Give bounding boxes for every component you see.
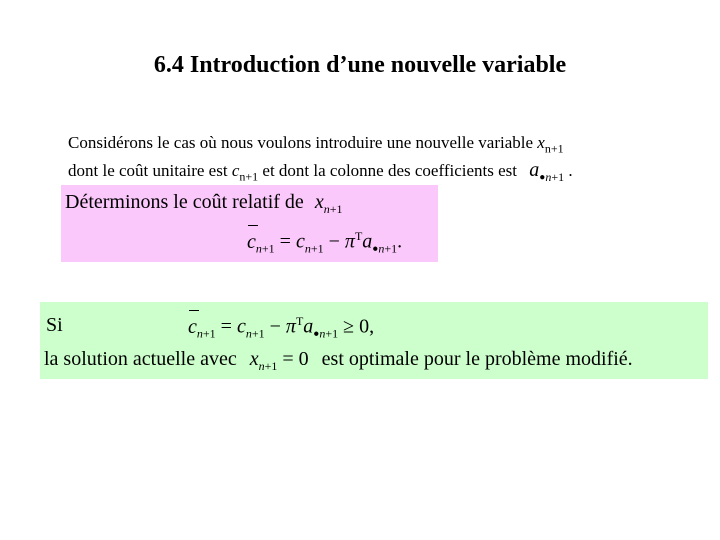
slide-title: 6.4 Introduction d’une nouvelle variable: [153, 52, 567, 78]
intro-line-1-text: Considérons le cas où nous voulons introduire une nouvelle variable: [68, 133, 534, 152]
intro-line-2-text-b: et dont la colonne des coefficients est: [262, 161, 518, 181]
optimality-formula: $c_{n+1} = c_{n+1} - \pi^Ta_{●n+1} \ge 0$,: [188, 314, 375, 341]
si-label: Si: [46, 314, 63, 336]
optimality-condition-box: [40, 302, 708, 379]
box2-line-2-text-b: est optimale pour le problème modifié.: [321, 348, 633, 370]
var-x-n1: $x_n$: [537, 133, 551, 156]
box1-heading: Déterminons le coût relatif de $x_{n+1}$: [65, 191, 343, 216]
box2-line-2-text-a: la solution actuelle avec: [44, 348, 237, 370]
var-a-col: $a_{●n+1}$: [529, 159, 565, 185]
box1-heading-text: Déterminons le coût relatif de: [65, 191, 304, 213]
relative-cost-box: [61, 185, 438, 262]
box2-line-2: la solution actuelle avec $x_{n+1} = 0$ est optimale pour le problème modifié.: [44, 348, 633, 373]
intro-paragraph: [68, 132, 573, 189]
intro-line-2-end: .: [568, 161, 573, 181]
var-c-n1: $c_n$: [231, 161, 246, 184]
intro-line-2: dont le coût unitaire est $c_{n+1}$ et dont la colonne des coefficients est $a_{●n+1}$ .: [68, 159, 573, 185]
intro-line-2-text-a: dont le coût unitaire est: [68, 161, 228, 181]
intro-line-1: Considérons le cas où nous voulons introduire une nouvelle variable $x_{n+1}$: [68, 133, 564, 156]
relative-cost-formula: $c_{n+1} = c_{n+1} - \pi^Ta_{●n+1}$.: [247, 229, 403, 256]
